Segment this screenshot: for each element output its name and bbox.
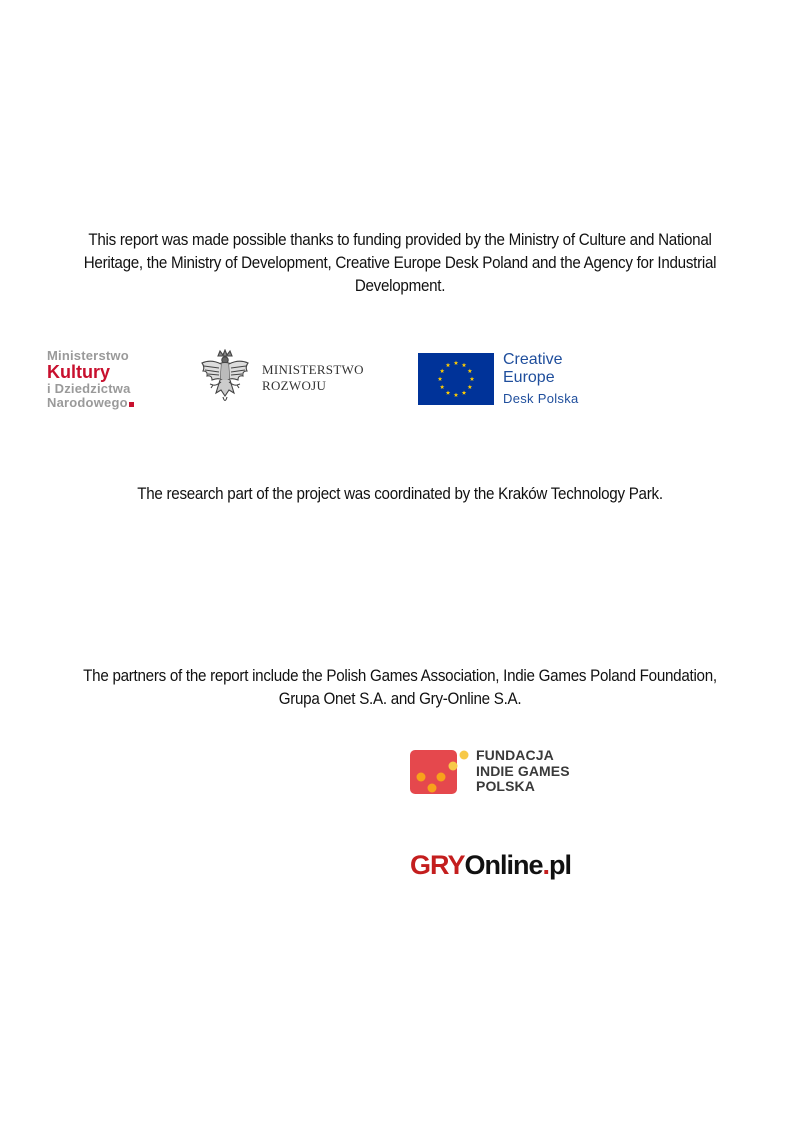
igp-text	[476, 748, 570, 795]
pl-part: pl	[549, 850, 572, 880]
ce-line2: Europe	[503, 369, 555, 386]
mkidn-line2: Kultury	[47, 362, 110, 382]
mkidn-line4: Narodowego	[47, 395, 128, 410]
igp-line1: FUNDACJA	[476, 747, 554, 763]
mr-line1: MINISTERSTWO	[262, 362, 364, 377]
ce-line1: Creative	[503, 351, 563, 368]
ministry-of-development-logo	[199, 349, 389, 407]
online-part: Online	[464, 850, 543, 880]
mkidn-line4-wrap	[47, 396, 167, 409]
gry-online-logo	[410, 849, 571, 881]
mr-line2: ROZWOJU	[262, 378, 327, 393]
eagle-emblem-icon	[199, 349, 251, 407]
eu-flag-icon	[418, 353, 494, 405]
igp-line3: POLSKA	[476, 778, 535, 794]
mr-text	[262, 362, 364, 394]
mkidn-line1: Ministerstwo	[47, 348, 129, 363]
partners-paragraph: The partners of the report include the Polish Games Association, Indie Games Poland Foundation, Grupa Onet S.A. and Gry-Online S.A.	[83, 667, 717, 708]
indie-games-poland-logo	[410, 748, 600, 796]
creative-europe-logo	[418, 353, 608, 407]
indie-games-mark-icon	[410, 748, 472, 796]
mkidn-red-dot	[129, 402, 134, 407]
funding-paragraph: This report was made possible thanks to funding provided by the Ministry of Culture and National Heritage, the Ministry of Development, Creative Europe Desk Poland and the Agency for Industrial Development.	[83, 231, 717, 295]
research-paragraph: The research part of the project was coordinated by the Kraków Technology Park.	[137, 485, 663, 503]
dot-part: .	[542, 850, 550, 880]
gry-part: GRY	[410, 850, 465, 880]
mkidn-line3: i Dziedzictwa	[47, 381, 131, 396]
mkidn-logo	[47, 349, 167, 409]
ce-line3: Desk Polska	[503, 391, 579, 406]
igp-line2: INDIE GAMES	[476, 762, 570, 779]
